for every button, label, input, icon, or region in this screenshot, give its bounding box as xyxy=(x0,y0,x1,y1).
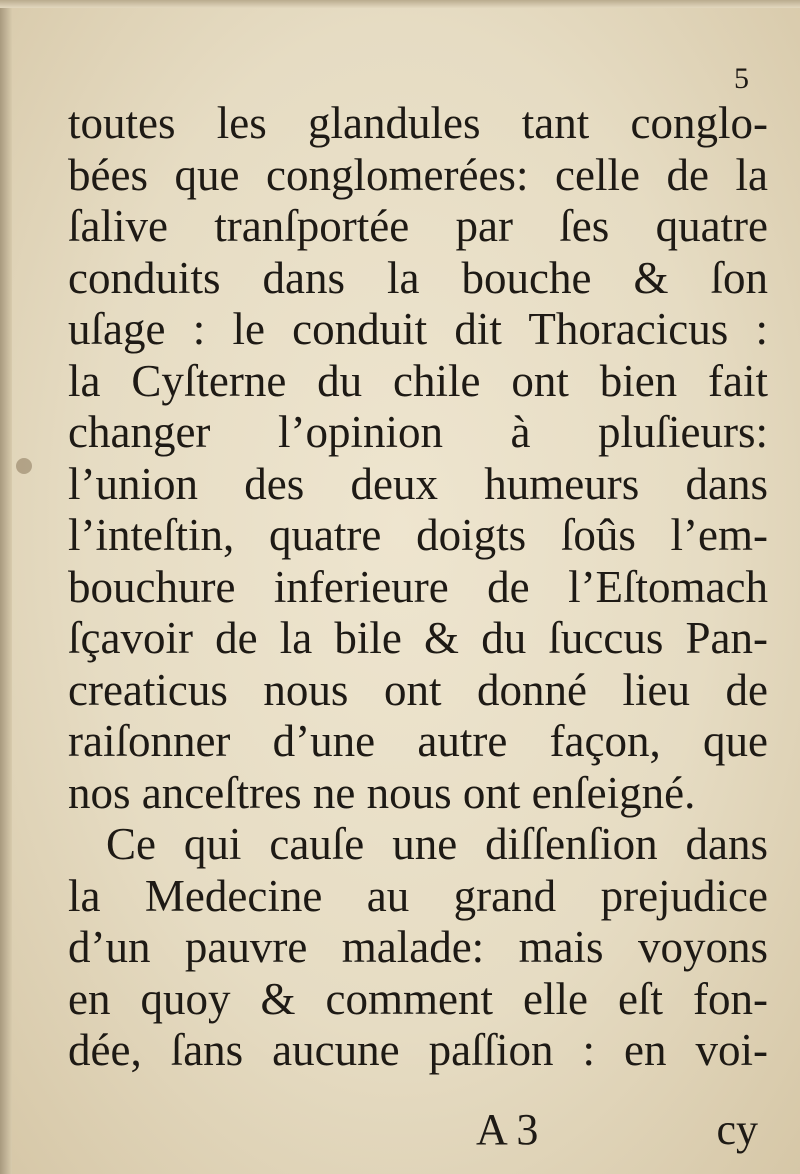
text-line: creaticus nous ont donné lieu de xyxy=(68,664,768,715)
text-line: conduits dans la bouche & ſon xyxy=(68,252,768,303)
page-footer xyxy=(68,1104,758,1160)
text-line: raiſonner d’une autre façon, que xyxy=(68,716,768,766)
text-line: l’union des deux humeurs dans xyxy=(68,458,768,509)
text-line: ſalive tranſportée par ſes quatre xyxy=(68,201,768,251)
text-line: bées que conglomerées: celle de la xyxy=(68,149,768,200)
ink-spot xyxy=(16,458,32,474)
text-line: la Cyſterne du chile ont bien fait xyxy=(68,355,768,406)
text-line: dée, ſans aucune paſſion : en voi- xyxy=(68,1025,768,1075)
page-top-edge xyxy=(0,0,800,8)
paragraph-first-line: Ce qui cauſe une diſſenſion dans xyxy=(106,819,768,869)
catchword: cy xyxy=(716,1105,758,1154)
text-line: changer l’opinion à pluſieurs: xyxy=(68,407,768,457)
signature-mark: A 3 xyxy=(476,1105,539,1154)
page-number: 5 xyxy=(734,62,749,95)
text-line: bouchure inferieure de l’Eſtomach xyxy=(68,561,768,612)
text-line: d’un pauvre malade: mais voyons xyxy=(68,922,768,972)
text-line: uſage : le conduit dit Thoracicus : xyxy=(68,304,768,354)
text-line: la Medecine au grand prejudice xyxy=(68,870,768,921)
text-line: nos anceſtres ne nous ont enſeigné. xyxy=(68,767,696,818)
text-line: en quoy & comment elle eſt fon- xyxy=(68,973,768,1024)
body-text xyxy=(68,98,768,1077)
text-line: toutes les glandules tant conglo- xyxy=(68,98,768,148)
text-line: l’inteſtin, quatre doigts ſoûs l’em- xyxy=(68,510,768,560)
page-left-edge xyxy=(0,0,12,1174)
text-line: ſçavoir de la bile & du ſuccus Pan- xyxy=(68,613,768,663)
